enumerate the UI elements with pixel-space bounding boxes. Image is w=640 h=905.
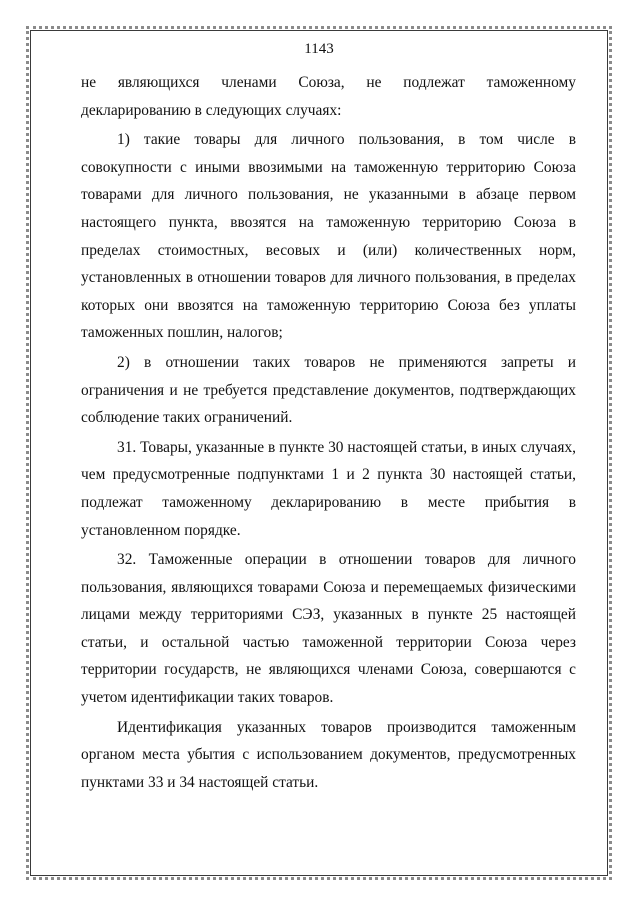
page-number: 1143 bbox=[304, 41, 334, 57]
paragraph-subitem-1: 1) такие товары для личного пользования, в том числе в совокупности с иными ввозимыми на таможенную территорию Союза товарами для личного пользования, не указанными в абзаце первом настоящего пункта, ввозятся на таможенную территорию Союза в пределах стоимостных, весовых и (или) количественных норм, установленных в отношении товаров для личного пользования, в пределах которых они ввозятся на таможенную территорию Союза без уплаты таможенных пошлин, налогов; bbox=[81, 131, 576, 342]
paragraph-identification: Идентификация указанных товаров производится таможенным органом места убытия с использованием документов, предусмотренных пунктами 33 и 34 настоящей статьи. bbox=[81, 718, 576, 791]
paragraph-continuation: не являющихся членами Союза, не подлежат таможенному декларированию в следующих случаях: bbox=[81, 74, 576, 119]
paragraph-subitem-2: 2) в отношении таких товаров не применяются запреты и ограничения и не требуется представление документов, подтверждающих соблюдение таких ограничений. bbox=[81, 353, 576, 427]
paragraph-clause-32: 32. Таможенные операции в отношении товаров для личного пользования, являющихся товарами Союза и перемещаемых физическими лицами между территориями СЭЗ, указанных в пункте 25 настоящей статьи, и остальной частью таможенной территории Союза через территории государств, не являющихся членами Союза, совершаются с учетом идентификации таких товаров. bbox=[81, 551, 576, 707]
paragraph-clause-31: 31. Товары, указанные в пункте 30 настоящей статьи, в иных случаях, чем предусмотренные подпунктами 1 и 2 пункта 30 настоящей статьи, подлежат таможенному декларированию в месте прибытия в установленном порядке. bbox=[81, 438, 576, 539]
document-body bbox=[81, 69, 576, 796]
document-page bbox=[30, 30, 608, 876]
